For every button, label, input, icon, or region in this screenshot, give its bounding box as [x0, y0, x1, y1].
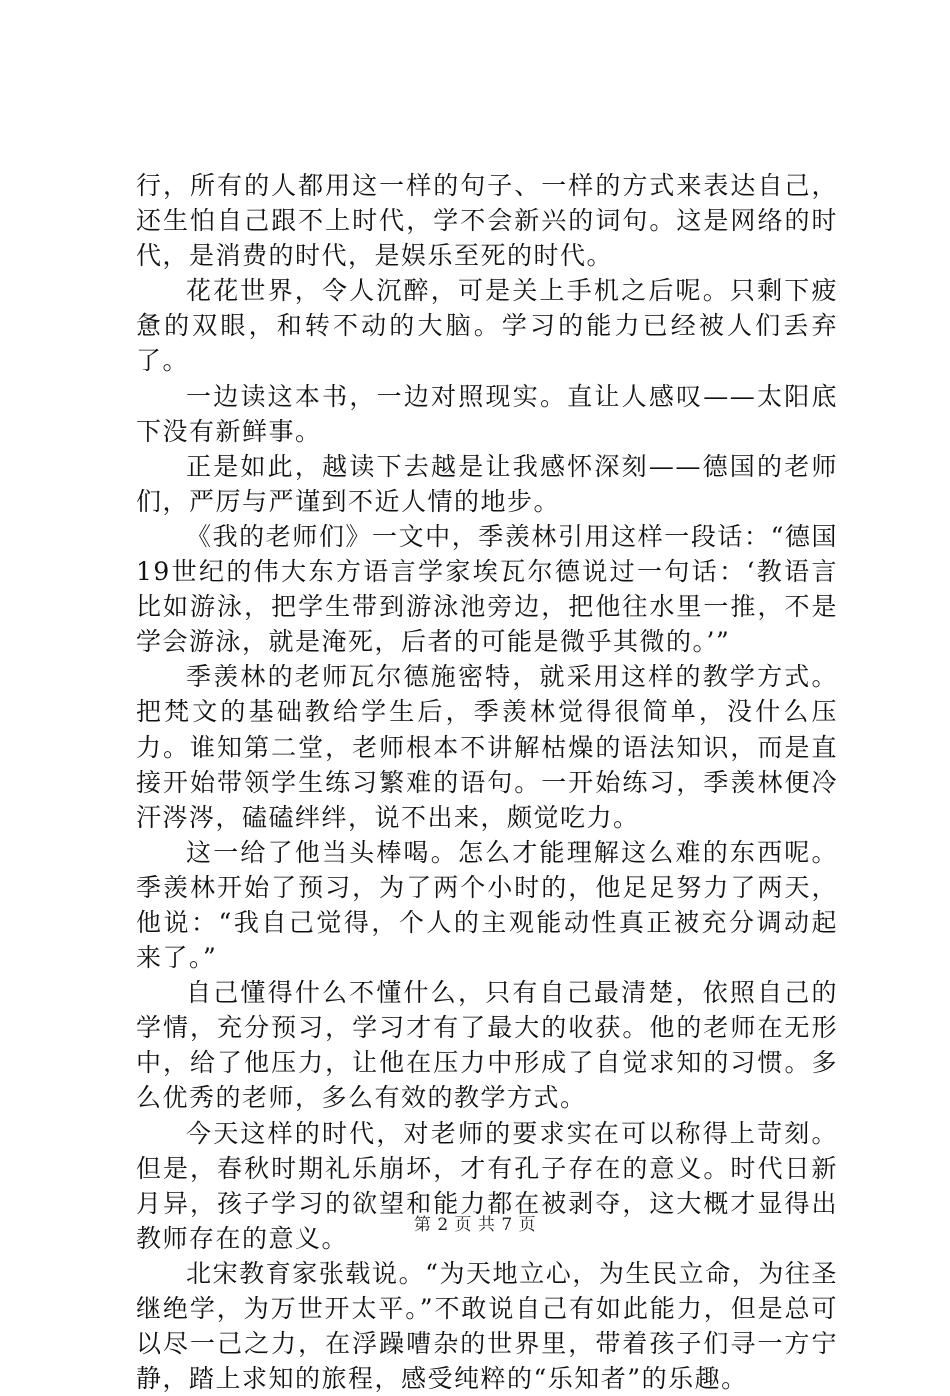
- paragraph-4: 正是如此，越读下去越是让我感怀深刻——德国的老师们，严厉与严谨到不近人情的地步。: [136, 451, 838, 516]
- paragraph-8: 自己懂得什么不懂什么，只有自己最清楚，依照自己的学情，充分预习，学习才有了最大的收获。他的老师在无形中，给了他压力，让他在压力中形成了自觉求知的习惯。多么优秀的老师，多么有效的教学方式。: [136, 978, 838, 1113]
- paragraph-5: 《我的老师们》一文中，季羡林引用这样一段话：“德国19世纪的伟大东方语言学家埃瓦尔德说过一句话：‘教语言比如游泳，把学生带到游泳池旁边，把他往水里一推，不是学会游泳，就是淹死，后者的可能是微乎其微的。’”: [136, 521, 838, 657]
- paragraph-3: 一边读这本书，一边对照现实。直让人感叹——太阳底下没有新鲜事。: [136, 381, 838, 446]
- paragraph-9: 今天这样的时代，对老师的要求实在可以称得上苛刻。但是，春秋时期礼乐崩坏，才有孔子存在的意义。时代日新月异，孩子学习的欲望和能力都在被剥夺，这大概才显得出教师存在的意义。: [136, 1118, 838, 1253]
- paragraph-6: 季羡林的老师瓦尔德施密特，就采用这样的教学方式。把梵文的基础教给学生后，季羡林觉得很简单，没什么压力。谁知第二堂，老师根本不讲解枯燥的语法知识，而是直接开始带领学生练习繁难的语句。一开始练习，季羡林便冷汗涔涔，磕磕绊绊，说不出来，颇觉吃力。: [136, 662, 838, 832]
- body-text: [136, 168, 838, 1396]
- paragraph-7: 这一给了他当头棒喝。怎么才能理解这么难的东西呢。季羡林开始了预习，为了两个小时的，他足足努力了两天，他说：“我自己觉得，个人的主观能动性真正被充分调动起来了。”: [136, 837, 838, 973]
- paragraph-10: 北宋教育家张载说。“为天地立心，为生民立命，为往圣继绝学，为万世开太平。”不敢说自己有如此能力，但是总可以尽一己之力，在浮躁嘈杂的世界里，带着孩子们寻一方宁静，踏上求知的旅程，感受纯粹的“乐知者”的乐趣。: [136, 1258, 838, 1394]
- paragraph-2: 花花世界，令人沉醉，可是关上手机之后呢。只剩下疲惫的双眼，和转不动的大脑。学习的能力已经被人们丢弃了。: [136, 276, 838, 376]
- page-footer: 第 2 页 共 7 页: [413, 1215, 537, 1235]
- paragraph-1: 行，所有的人都用这一样的句子、一样的方式来表达自己，还生怕自己跟不上时代，学不会新兴的词句。这是网络的时代，是消费的时代，是娱乐至死的时代。: [136, 171, 838, 271]
